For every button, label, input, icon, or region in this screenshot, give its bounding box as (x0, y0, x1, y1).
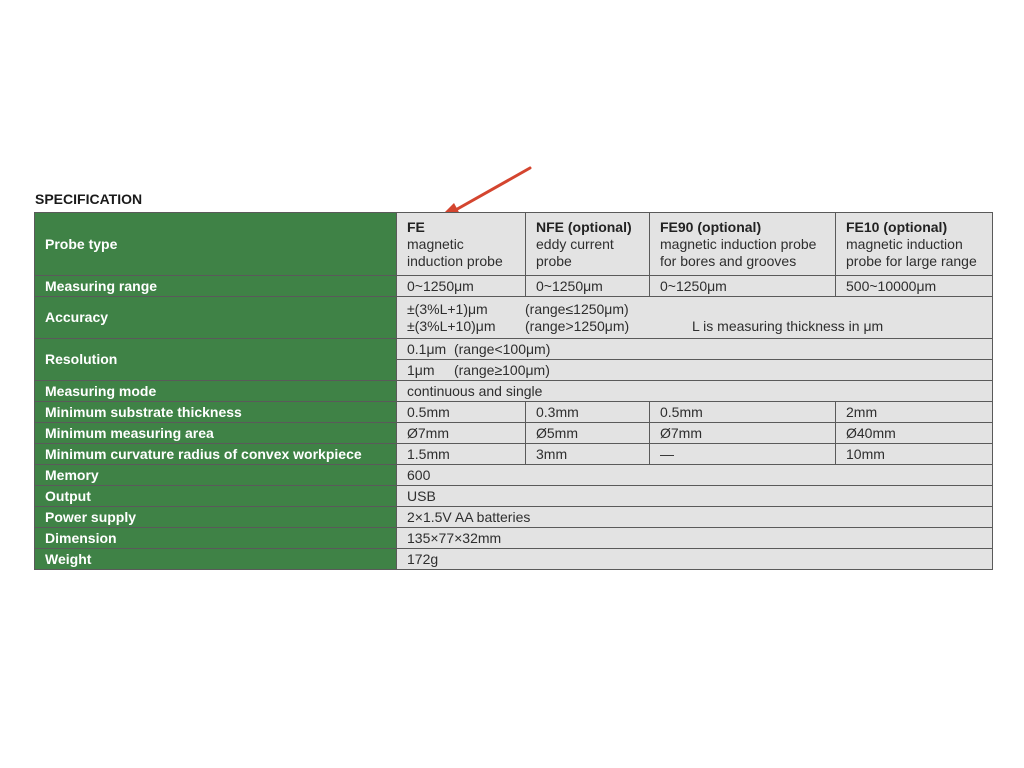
table-cell: 0~1250μm (397, 276, 526, 297)
accuracy-range: (range>1250μm) (525, 317, 630, 334)
table-cell: Ø7mm (650, 423, 836, 444)
row-label-min-curvature: Minimum curvature radius of convex workpiece (35, 444, 397, 465)
row-label-min-area: Minimum measuring area (35, 423, 397, 444)
table-cell: 3mm (526, 444, 650, 465)
table-cell: 2×1.5V AA batteries (397, 507, 993, 528)
table-row (35, 339, 993, 360)
accuracy-cell (397, 297, 993, 339)
resolution-value: 0.1μm (407, 340, 447, 357)
resolution-range: (range≥100μm) (453, 361, 550, 378)
table-row (35, 465, 993, 486)
resolution-cell (397, 360, 993, 381)
row-label-output: Output (35, 486, 397, 507)
accuracy-value: ±(3%L+10)μm (407, 317, 496, 334)
page-title: SPECIFICATION (35, 191, 143, 207)
probe-cell (397, 213, 526, 276)
table-row (35, 297, 993, 339)
row-label-power-supply: Power supply (35, 507, 397, 528)
probe-name: FE90 (optional) (660, 218, 762, 235)
table-row (35, 402, 993, 423)
probe-desc: induction probe (407, 252, 503, 269)
row-label-measuring-range: Measuring range (35, 276, 397, 297)
probe-desc: eddy current (536, 235, 614, 252)
table-cell: Ø5mm (526, 423, 650, 444)
table-row (35, 381, 993, 402)
row-label-dimension: Dimension (35, 528, 397, 549)
specification-table (34, 212, 993, 570)
table-cell: 2mm (836, 402, 993, 423)
table-row (35, 486, 993, 507)
row-label-accuracy: Accuracy (35, 297, 397, 339)
table-row (35, 423, 993, 444)
table-row (35, 276, 993, 297)
accuracy-value: ±(3%L+1)μm (407, 300, 488, 317)
probe-cell (526, 213, 650, 276)
probe-cell (650, 213, 836, 276)
accuracy-note: L is measuring thickness in μm (692, 317, 884, 334)
row-label-probe-type: Probe type (35, 213, 397, 276)
table-cell: 172g (397, 549, 993, 570)
row-label-weight: Weight (35, 549, 397, 570)
row-label-min-substrate: Minimum substrate thickness (35, 402, 397, 423)
probe-desc: magnetic induction probe (660, 235, 817, 252)
row-label-measuring-mode: Measuring mode (35, 381, 397, 402)
resolution-value: 1μm (407, 361, 435, 378)
accuracy-range: (range≤1250μm) (525, 300, 629, 317)
probe-desc: magnetic (407, 235, 464, 252)
probe-cell (836, 213, 993, 276)
probe-name: FE10 (optional) (846, 218, 948, 235)
table-cell: 0~1250μm (526, 276, 650, 297)
probe-name: NFE (optional) (536, 218, 632, 235)
probe-desc: magnetic induction (846, 235, 963, 252)
row-label-memory: Memory (35, 465, 397, 486)
table-cell: 600 (397, 465, 993, 486)
probe-desc: probe (536, 252, 572, 269)
table-cell: Ø40mm (836, 423, 993, 444)
table-row (35, 507, 993, 528)
table-cell: Ø7mm (397, 423, 526, 444)
table-cell: 0.3mm (526, 402, 650, 423)
table-row (35, 213, 993, 276)
table-cell: 1.5mm (397, 444, 526, 465)
table-cell: 500~10000μm (836, 276, 993, 297)
probe-desc: for bores and grooves (660, 252, 797, 269)
probe-desc: probe for large range (846, 252, 977, 269)
table-cell: continuous and single (397, 381, 993, 402)
table-cell: 10mm (836, 444, 993, 465)
table-row (35, 444, 993, 465)
table-cell: — (650, 444, 836, 465)
resolution-range: (range<100μm) (453, 340, 551, 357)
table-row (35, 549, 993, 570)
table-cell: 0.5mm (397, 402, 526, 423)
table-cell: USB (397, 486, 993, 507)
table-cell: 0.5mm (650, 402, 836, 423)
table-row (35, 528, 993, 549)
row-label-resolution: Resolution (35, 339, 397, 381)
table-cell: 135×77×32mm (397, 528, 993, 549)
probe-name: FE (407, 218, 425, 235)
resolution-cell (397, 339, 993, 360)
table-cell: 0~1250μm (650, 276, 836, 297)
